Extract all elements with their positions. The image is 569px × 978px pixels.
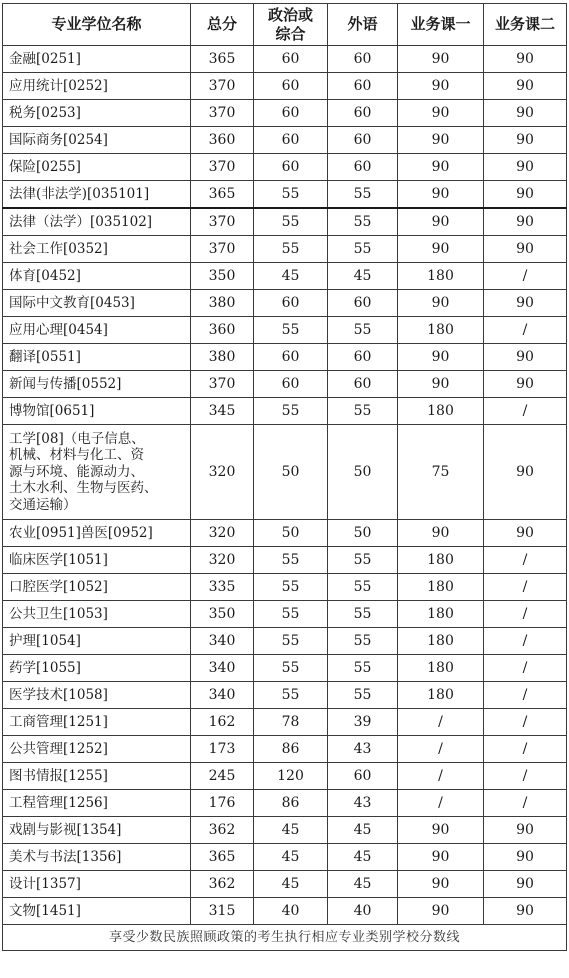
- table-body: [3, 46, 567, 925]
- language-score-cell: 55: [328, 317, 398, 344]
- politics-score-cell: 55: [254, 682, 328, 709]
- table-row: [3, 290, 567, 317]
- table-footer: [3, 925, 567, 951]
- language-score-cell: 55: [328, 574, 398, 601]
- course-2-score-cell: 90: [484, 46, 567, 73]
- politics-score-cell: 78: [254, 709, 328, 736]
- course-1-score-cell: 180: [398, 601, 484, 628]
- total-score-cell: 345: [191, 398, 254, 425]
- degree-name-cell: 法律(非法学)[035101]: [3, 181, 191, 209]
- language-score-cell: 55: [328, 208, 398, 236]
- degree-name-cell: 口腔医学[1052]: [3, 574, 191, 601]
- course-1-score-cell: 90: [398, 154, 484, 181]
- language-score-cell: 55: [328, 628, 398, 655]
- politics-score-cell: 55: [254, 208, 328, 236]
- politics-score-cell: 86: [254, 790, 328, 817]
- table-row: [3, 763, 567, 790]
- politics-score-cell: 60: [254, 344, 328, 371]
- table-row: [3, 628, 567, 655]
- course-2-score-cell: /: [484, 628, 567, 655]
- course-2-score-cell: /: [484, 790, 567, 817]
- course-1-score-cell: 90: [398, 100, 484, 127]
- politics-score-cell: 55: [254, 601, 328, 628]
- table-row: [3, 317, 567, 344]
- score-table: [2, 3, 567, 951]
- header-language: 外语: [328, 4, 398, 46]
- course-1-score-cell: 90: [398, 371, 484, 398]
- language-score-cell: 45: [328, 817, 398, 844]
- total-score-cell: 173: [191, 736, 254, 763]
- language-score-cell: 39: [328, 709, 398, 736]
- table-row: [3, 208, 567, 236]
- language-score-cell: 60: [328, 154, 398, 181]
- language-score-cell: 45: [328, 263, 398, 290]
- total-score-cell: 380: [191, 344, 254, 371]
- footnote-row: [3, 925, 567, 951]
- degree-name-cell: 应用统计[0252]: [3, 73, 191, 100]
- total-score-cell: 320: [191, 520, 254, 547]
- degree-name-cell: 美术与书法[1356]: [3, 844, 191, 871]
- total-score-cell: 370: [191, 154, 254, 181]
- course-2-score-cell: 90: [484, 236, 567, 263]
- course-2-score-cell: 90: [484, 844, 567, 871]
- language-score-cell: 60: [328, 290, 398, 317]
- course-2-score-cell: /: [484, 317, 567, 344]
- header-politics: 政治或 综合: [254, 4, 328, 46]
- degree-name-cell: 税务[0253]: [3, 100, 191, 127]
- table-row: [3, 263, 567, 290]
- politics-score-cell: 55: [254, 317, 328, 344]
- score-table-container: [2, 3, 566, 951]
- course-1-score-cell: /: [398, 790, 484, 817]
- language-score-cell: 50: [328, 520, 398, 547]
- course-2-score-cell: /: [484, 709, 567, 736]
- course-1-score-cell: 90: [398, 844, 484, 871]
- course-1-score-cell: 180: [398, 317, 484, 344]
- degree-name-cell: 临床医学[1051]: [3, 547, 191, 574]
- table-row: [3, 574, 567, 601]
- language-score-cell: 55: [328, 682, 398, 709]
- politics-score-cell: 120: [254, 763, 328, 790]
- total-score-cell: 365: [191, 46, 254, 73]
- language-score-cell: 60: [328, 344, 398, 371]
- degree-name-cell: 翻译[0551]: [3, 344, 191, 371]
- course-2-score-cell: /: [484, 398, 567, 425]
- politics-score-cell: 60: [254, 127, 328, 154]
- language-score-cell: 55: [328, 181, 398, 209]
- degree-name-cell: 护理[1054]: [3, 628, 191, 655]
- course-1-score-cell: /: [398, 736, 484, 763]
- course-1-score-cell: 180: [398, 682, 484, 709]
- header-course-2: 业务课二: [484, 4, 567, 46]
- table-header: [3, 4, 567, 46]
- language-score-cell: 55: [328, 236, 398, 263]
- table-row: [3, 344, 567, 371]
- total-score-cell: 340: [191, 682, 254, 709]
- politics-score-cell: 45: [254, 844, 328, 871]
- course-2-score-cell: /: [484, 763, 567, 790]
- total-score-cell: 365: [191, 181, 254, 209]
- degree-name-cell: 药学[1055]: [3, 655, 191, 682]
- degree-name-cell: 金融[0251]: [3, 46, 191, 73]
- total-score-cell: 380: [191, 290, 254, 317]
- total-score-cell: 362: [191, 871, 254, 898]
- language-score-cell: 50: [328, 425, 398, 520]
- total-score-cell: 335: [191, 574, 254, 601]
- table-row: [3, 425, 567, 520]
- table-row: [3, 73, 567, 100]
- table-row: [3, 547, 567, 574]
- politics-score-cell: 60: [254, 290, 328, 317]
- table-row: [3, 127, 567, 154]
- table-row: [3, 181, 567, 209]
- course-1-score-cell: 90: [398, 290, 484, 317]
- header-row: [3, 4, 567, 46]
- table-row: [3, 844, 567, 871]
- table-row: [3, 520, 567, 547]
- header-degree-name: 专业学位名称: [3, 4, 191, 46]
- language-score-cell: 45: [328, 844, 398, 871]
- total-score-cell: 370: [191, 371, 254, 398]
- total-score-cell: 365: [191, 844, 254, 871]
- language-score-cell: 55: [328, 547, 398, 574]
- course-1-score-cell: 90: [398, 181, 484, 209]
- table-row: [3, 601, 567, 628]
- politics-score-cell: 60: [254, 371, 328, 398]
- degree-name-cell: 工学[08]（电子信息、 机械、材料与化工、资 源与环境、能源动力、 土木水利、生物与医药、 交通运输）: [3, 425, 191, 520]
- degree-name-cell: 戏剧与影视[1354]: [3, 817, 191, 844]
- total-score-cell: 340: [191, 628, 254, 655]
- degree-name-cell: 体育[0452]: [3, 263, 191, 290]
- table-row: [3, 898, 567, 925]
- degree-name-cell: 公共管理[1252]: [3, 736, 191, 763]
- course-1-score-cell: 90: [398, 520, 484, 547]
- degree-name-cell: 公共卫生[1053]: [3, 601, 191, 628]
- table-row: [3, 236, 567, 263]
- total-score-cell: 320: [191, 547, 254, 574]
- total-score-cell: 162: [191, 709, 254, 736]
- politics-score-cell: 86: [254, 736, 328, 763]
- table-row: [3, 154, 567, 181]
- degree-name-cell: 保险[0255]: [3, 154, 191, 181]
- politics-score-cell: 45: [254, 263, 328, 290]
- course-1-score-cell: 75: [398, 425, 484, 520]
- course-2-score-cell: 90: [484, 154, 567, 181]
- table-row: [3, 709, 567, 736]
- politics-score-cell: 55: [254, 655, 328, 682]
- language-score-cell: 55: [328, 601, 398, 628]
- total-score-cell: 176: [191, 790, 254, 817]
- table-row: [3, 790, 567, 817]
- course-1-score-cell: 180: [398, 263, 484, 290]
- course-2-score-cell: 90: [484, 127, 567, 154]
- degree-name-cell: 国际商务[0254]: [3, 127, 191, 154]
- course-2-score-cell: 90: [484, 425, 567, 520]
- degree-name-cell: 工程管理[1256]: [3, 790, 191, 817]
- language-score-cell: 60: [328, 127, 398, 154]
- course-2-score-cell: 90: [484, 898, 567, 925]
- total-score-cell: 245: [191, 763, 254, 790]
- language-score-cell: 60: [328, 100, 398, 127]
- course-1-score-cell: /: [398, 709, 484, 736]
- course-1-score-cell: 180: [398, 547, 484, 574]
- course-2-score-cell: 90: [484, 290, 567, 317]
- course-2-score-cell: /: [484, 655, 567, 682]
- table-row: [3, 100, 567, 127]
- course-1-score-cell: 90: [398, 898, 484, 925]
- language-score-cell: 43: [328, 736, 398, 763]
- course-1-score-cell: 180: [398, 628, 484, 655]
- language-score-cell: 45: [328, 871, 398, 898]
- table-row: [3, 736, 567, 763]
- politics-score-cell: 55: [254, 181, 328, 209]
- politics-score-cell: 55: [254, 547, 328, 574]
- course-2-score-cell: /: [484, 601, 567, 628]
- course-1-score-cell: 90: [398, 817, 484, 844]
- politics-score-cell: 60: [254, 100, 328, 127]
- language-score-cell: 40: [328, 898, 398, 925]
- table-row: [3, 371, 567, 398]
- politics-score-cell: 55: [254, 628, 328, 655]
- course-1-score-cell: /: [398, 763, 484, 790]
- language-score-cell: 60: [328, 763, 398, 790]
- total-score-cell: 360: [191, 317, 254, 344]
- table-row: [3, 46, 567, 73]
- politics-score-cell: 60: [254, 73, 328, 100]
- language-score-cell: 43: [328, 790, 398, 817]
- politics-score-cell: 60: [254, 154, 328, 181]
- course-2-score-cell: /: [484, 263, 567, 290]
- total-score-cell: 350: [191, 263, 254, 290]
- table-row: [3, 682, 567, 709]
- course-2-score-cell: /: [484, 547, 567, 574]
- degree-name-cell: 文物[1451]: [3, 898, 191, 925]
- table-row: [3, 817, 567, 844]
- table-row: [3, 655, 567, 682]
- degree-name-cell: 社会工作[0352]: [3, 236, 191, 263]
- politics-score-cell: 55: [254, 236, 328, 263]
- total-score-cell: 370: [191, 236, 254, 263]
- course-1-score-cell: 90: [398, 871, 484, 898]
- course-1-score-cell: 90: [398, 236, 484, 263]
- language-score-cell: 60: [328, 46, 398, 73]
- total-score-cell: 320: [191, 425, 254, 520]
- header-course-1: 业务课一: [398, 4, 484, 46]
- degree-name-cell: 博物馆[0651]: [3, 398, 191, 425]
- degree-name-cell: 国际中文教育[0453]: [3, 290, 191, 317]
- course-2-score-cell: 90: [484, 344, 567, 371]
- course-2-score-cell: 90: [484, 817, 567, 844]
- course-1-score-cell: 90: [398, 46, 484, 73]
- course-1-score-cell: 90: [398, 127, 484, 154]
- politics-score-cell: 55: [254, 574, 328, 601]
- table-row: [3, 871, 567, 898]
- politics-score-cell: 50: [254, 520, 328, 547]
- language-score-cell: 55: [328, 655, 398, 682]
- course-1-score-cell: 90: [398, 73, 484, 100]
- total-score-cell: 362: [191, 817, 254, 844]
- course-1-score-cell: 180: [398, 655, 484, 682]
- politics-score-cell: 40: [254, 898, 328, 925]
- degree-name-cell: 农业[0951]兽医[0952]: [3, 520, 191, 547]
- language-score-cell: 60: [328, 371, 398, 398]
- language-score-cell: 55: [328, 398, 398, 425]
- course-2-score-cell: 90: [484, 871, 567, 898]
- degree-name-cell: 工商管理[1251]: [3, 709, 191, 736]
- course-2-score-cell: 90: [484, 520, 567, 547]
- total-score-cell: 360: [191, 127, 254, 154]
- table-row: [3, 398, 567, 425]
- language-score-cell: 60: [328, 73, 398, 100]
- total-score-cell: 370: [191, 208, 254, 236]
- politics-score-cell: 45: [254, 817, 328, 844]
- course-2-score-cell: 90: [484, 208, 567, 236]
- total-score-cell: 315: [191, 898, 254, 925]
- total-score-cell: 350: [191, 601, 254, 628]
- total-score-cell: 370: [191, 100, 254, 127]
- header-total: 总分: [191, 4, 254, 46]
- politics-score-cell: 60: [254, 46, 328, 73]
- degree-name-cell: 设计[1357]: [3, 871, 191, 898]
- degree-name-cell: 图书情报[1255]: [3, 763, 191, 790]
- course-2-score-cell: /: [484, 736, 567, 763]
- degree-name-cell: 法律（法学）[035102]: [3, 208, 191, 236]
- course-1-score-cell: 90: [398, 344, 484, 371]
- course-2-score-cell: /: [484, 682, 567, 709]
- politics-score-cell: 50: [254, 425, 328, 520]
- course-2-score-cell: 90: [484, 181, 567, 209]
- total-score-cell: 370: [191, 73, 254, 100]
- course-1-score-cell: 180: [398, 574, 484, 601]
- course-2-score-cell: 90: [484, 73, 567, 100]
- course-1-score-cell: 180: [398, 398, 484, 425]
- degree-name-cell: 应用心理[0454]: [3, 317, 191, 344]
- course-2-score-cell: 90: [484, 100, 567, 127]
- course-2-score-cell: /: [484, 574, 567, 601]
- politics-score-cell: 55: [254, 398, 328, 425]
- degree-name-cell: 新闻与传播[0552]: [3, 371, 191, 398]
- total-score-cell: 340: [191, 655, 254, 682]
- politics-score-cell: 45: [254, 871, 328, 898]
- course-2-score-cell: 90: [484, 371, 567, 398]
- degree-name-cell: 医学技术[1058]: [3, 682, 191, 709]
- footnote: 享受少数民族照顾政策的考生执行相应专业类别学校分数线: [3, 925, 567, 951]
- course-1-score-cell: 90: [398, 208, 484, 236]
